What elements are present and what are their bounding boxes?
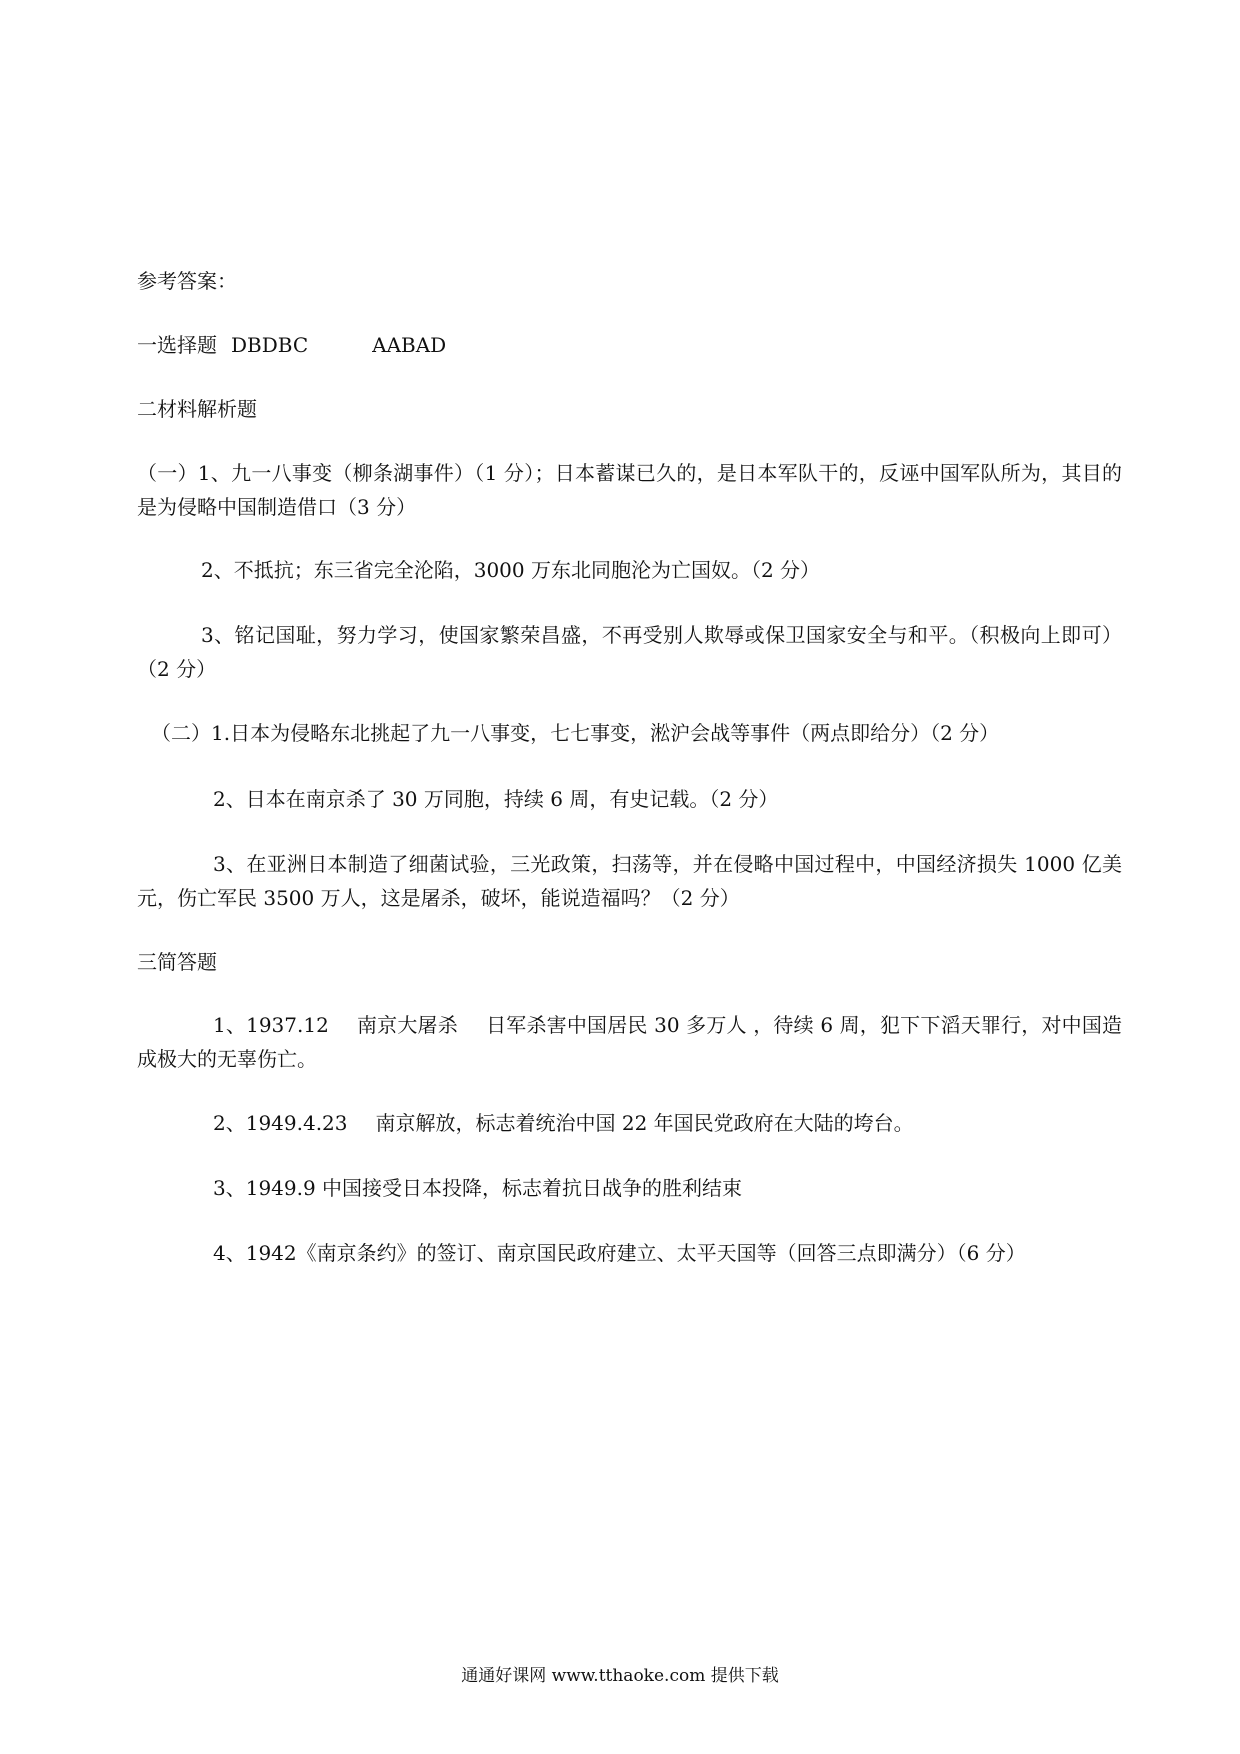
answer-heading: 参考答案： (137, 269, 237, 293)
answers-group-b: AABAD (372, 333, 447, 357)
page-footer: 通通好课网 www.tthaoke.com 提供下载 (461, 1666, 779, 1686)
short-answer-1-text: 日军杀害中国居民 30 多万人 ，待续 6 周，犯下下滔天罪行，对中国造成极大的无辜伤亡。 (137, 1013, 1123, 1071)
short-answer-4: 4、1942《南京条约》的签订、南京国民政府建立、太平天国等（回答三点即满分）（6 分） (213, 1241, 1026, 1265)
short-answer-2-text: 南京解放，标志着统治中国 22 年国民党政府在大陆的垮台。 (375, 1111, 914, 1135)
part2-question3: 3、在亚洲日本制造了细菌试验，三光政策，扫荡等，并在侵略中国过程中，中国经济损失 1000 亿美元，伤亡军民 3500 万人，这是屠杀，破坏，能说造福吗？（2 分） (137, 852, 1122, 910)
short-answer-1 (137, 1008, 1122, 1076)
part2-question1: （二）1.日本为侵略东北挑起了九一八事变，七七事变，淞沪会战等事件（两点即给分）（2 分） (151, 721, 1000, 745)
short-answer-2 (213, 1106, 914, 1140)
section1-title: 一选择题 (137, 333, 217, 357)
short-answer-1-event: 南京大屠杀 (356, 1013, 458, 1037)
part2-question2: 2、日本在南京杀了 30 万同胞，持续 6 周，有史记载。（2 分） (213, 787, 779, 811)
section3-title: 三简答题 (137, 950, 217, 974)
short-answer-3: 3、1949.9 中国接受日本投降，标志着抗日战争的胜利结束 (213, 1176, 743, 1200)
short-answer-1-date: 1、1937.12 (213, 1013, 329, 1037)
part1-question1: （一）1、九一八事变（柳条湖事件）（1 分）；日本蓄谋已久的，是日本军队干的，反诬中国军队所为，其目的是为侵略中国制造借口（3 分） (137, 461, 1122, 519)
short-answer-2-date: 2、1949.4.23 (213, 1111, 348, 1135)
part1-question3: 3、铭记国耻，努力学习，使国家繁荣昌盛，不再受别人欺辱或保卫国家安全与和平。（积极向上即可）（2 分） (137, 623, 1122, 681)
answers-group-a: DBDBC (231, 333, 309, 357)
section2-title: 二材料解析题 (137, 397, 257, 421)
multiple-choice-answers (137, 328, 446, 362)
part1-question2: 2、不抵抗；东三省完全沦陷，3000 万东北同胞沦为亡国奴。（2 分） (201, 558, 821, 582)
